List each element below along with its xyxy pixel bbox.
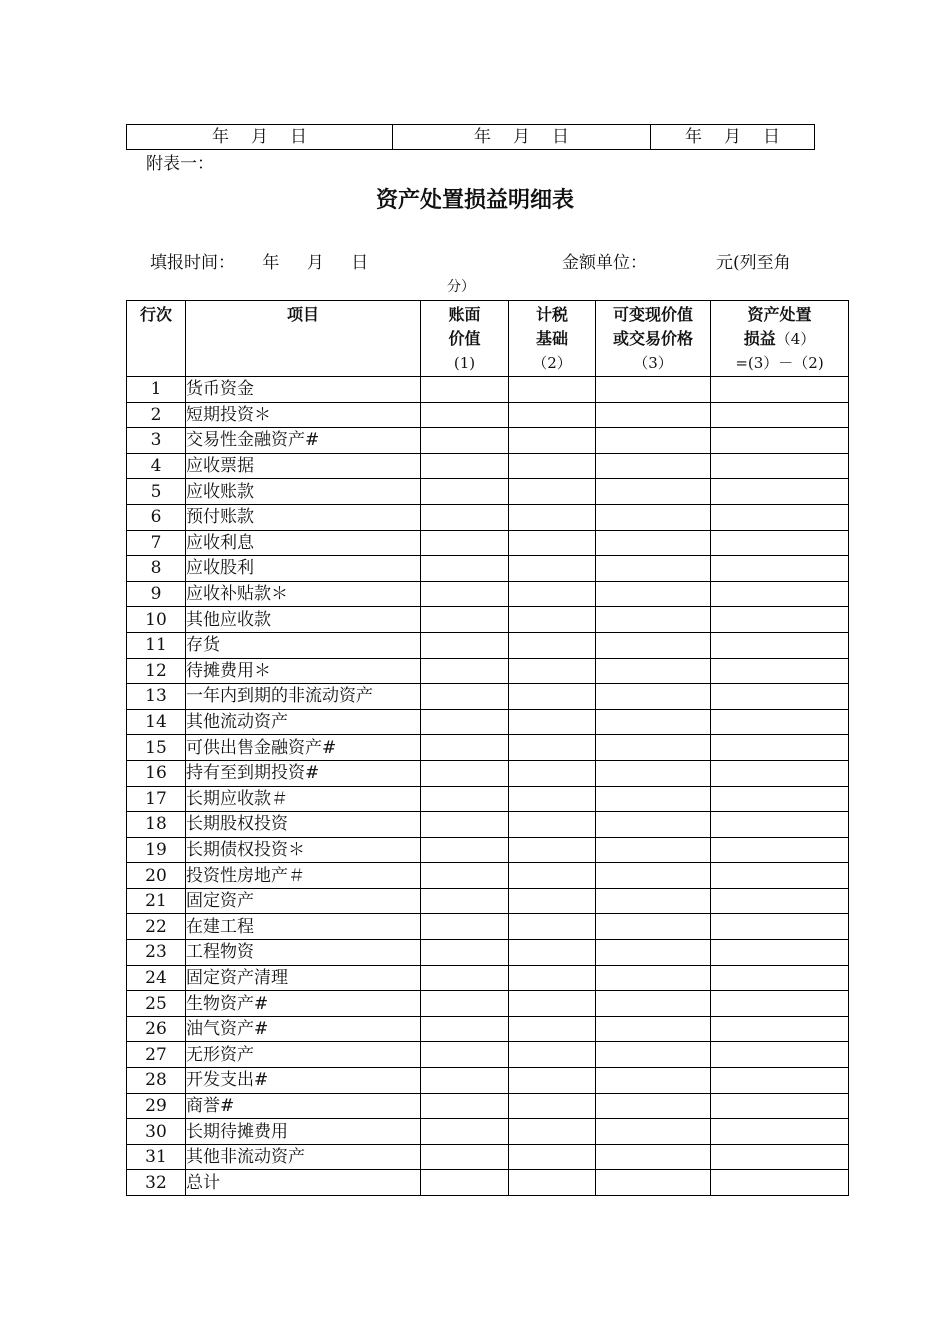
gain-loss-cell[interactable] bbox=[711, 760, 849, 786]
row-number: 13 bbox=[127, 684, 186, 710]
realizable-value-cell[interactable] bbox=[596, 453, 711, 479]
row-item: 长期应收款＃ bbox=[186, 786, 421, 812]
gain-loss-cell[interactable] bbox=[711, 1042, 849, 1068]
row-item: 应收票据 bbox=[186, 453, 421, 479]
row-item: 长期债权投资＊ bbox=[186, 837, 421, 863]
gain-loss-cell[interactable] bbox=[711, 965, 849, 991]
header-book-value: 账面 价值 (1) bbox=[421, 301, 509, 377]
gain-loss-cell[interactable] bbox=[711, 530, 849, 556]
tax-basis-cell[interactable] bbox=[509, 1093, 596, 1119]
row-item: 工程物资 bbox=[186, 940, 421, 966]
row-number: 11 bbox=[127, 632, 186, 658]
month-label: 月 bbox=[251, 127, 268, 147]
header-gain-loss: 资产处置 损益（4） =(3）－（2) bbox=[711, 301, 849, 377]
row-number: 21 bbox=[127, 888, 186, 914]
realizable-value-cell[interactable] bbox=[596, 760, 711, 786]
row-number: 10 bbox=[127, 607, 186, 633]
gain-loss-cell[interactable] bbox=[711, 402, 849, 428]
row-number: 5 bbox=[127, 479, 186, 505]
row-number: 31 bbox=[127, 1144, 186, 1170]
table-row bbox=[127, 1170, 849, 1196]
gain-loss-cell[interactable] bbox=[711, 684, 849, 710]
gain-loss-cell[interactable] bbox=[711, 377, 849, 403]
table-row bbox=[127, 453, 849, 479]
book-value-cell[interactable] bbox=[421, 607, 509, 633]
row-item: 长期待摊费用 bbox=[186, 1119, 421, 1145]
gain-loss-cell[interactable] bbox=[711, 453, 849, 479]
realizable-value-cell[interactable] bbox=[596, 1144, 711, 1170]
tax-basis-cell[interactable] bbox=[509, 1016, 596, 1042]
row-item: 应收股利 bbox=[186, 556, 421, 582]
realizable-value-cell[interactable] bbox=[596, 965, 711, 991]
table-row bbox=[127, 632, 849, 658]
day-label: 日 bbox=[552, 127, 569, 147]
realizable-value-cell[interactable] bbox=[596, 607, 711, 633]
realizable-value-cell[interactable] bbox=[596, 709, 711, 735]
book-value-cell[interactable] bbox=[421, 914, 509, 940]
book-value-cell[interactable] bbox=[421, 684, 509, 710]
row-item: 持有至到期投资# bbox=[186, 760, 421, 786]
realizable-value-cell[interactable] bbox=[596, 1068, 711, 1094]
book-value-cell[interactable] bbox=[421, 556, 509, 582]
book-value-cell[interactable] bbox=[421, 1093, 509, 1119]
gain-loss-cell[interactable] bbox=[711, 607, 849, 633]
table-row bbox=[127, 581, 849, 607]
year-label: 年 bbox=[212, 127, 229, 147]
table-row bbox=[127, 991, 849, 1017]
row-number: 27 bbox=[127, 1042, 186, 1068]
tax-basis-cell[interactable] bbox=[509, 607, 596, 633]
row-item: 商誉# bbox=[186, 1093, 421, 1119]
book-value-cell[interactable] bbox=[421, 1170, 509, 1196]
gain-loss-cell[interactable] bbox=[711, 632, 849, 658]
row-number: 8 bbox=[127, 556, 186, 582]
realizable-value-cell[interactable] bbox=[596, 1016, 711, 1042]
row-number: 20 bbox=[127, 863, 186, 889]
tax-basis-cell[interactable] bbox=[509, 1144, 596, 1170]
year-label: 年 bbox=[474, 127, 491, 147]
realizable-value-cell[interactable] bbox=[596, 428, 711, 454]
row-item: 一年内到期的非流动资产 bbox=[186, 684, 421, 710]
row-number: 17 bbox=[127, 786, 186, 812]
row-number: 4 bbox=[127, 453, 186, 479]
book-value-cell[interactable] bbox=[421, 530, 509, 556]
realizable-value-cell[interactable] bbox=[596, 863, 711, 889]
row-item: 油气资产# bbox=[186, 1016, 421, 1042]
table-row bbox=[127, 684, 849, 710]
tax-basis-cell[interactable] bbox=[509, 428, 596, 454]
tax-basis-cell[interactable] bbox=[509, 377, 596, 403]
tax-basis-cell[interactable] bbox=[509, 581, 596, 607]
realizable-value-cell[interactable] bbox=[596, 1170, 711, 1196]
amount-unit-wrap: 分） bbox=[447, 279, 475, 295]
realizable-value-cell[interactable] bbox=[596, 1093, 711, 1119]
book-value-cell[interactable] bbox=[421, 504, 509, 530]
table-row bbox=[127, 428, 849, 454]
realizable-value-cell[interactable] bbox=[596, 684, 711, 710]
table-row bbox=[127, 786, 849, 812]
gain-loss-cell[interactable] bbox=[711, 658, 849, 684]
day-label: 日 bbox=[290, 127, 307, 147]
book-value-cell[interactable] bbox=[421, 1144, 509, 1170]
book-value-cell[interactable] bbox=[421, 1042, 509, 1068]
row-item: 固定资产 bbox=[186, 888, 421, 914]
row-item: 交易性金融资产# bbox=[186, 428, 421, 454]
document-title: 资产处置损益明细表 bbox=[375, 188, 574, 213]
table-row bbox=[127, 863, 849, 889]
date-cell-3 bbox=[650, 125, 814, 149]
table-header-row bbox=[127, 301, 849, 377]
tax-basis-cell[interactable] bbox=[509, 632, 596, 658]
gain-loss-cell[interactable] bbox=[711, 428, 849, 454]
amount-unit-label: 金额单位： bbox=[562, 253, 647, 273]
book-value-cell[interactable] bbox=[421, 428, 509, 454]
row-number: 16 bbox=[127, 760, 186, 786]
table-row bbox=[127, 1042, 849, 1068]
table-row bbox=[127, 402, 849, 428]
book-value-cell[interactable] bbox=[421, 786, 509, 812]
realizable-value-cell[interactable] bbox=[596, 581, 711, 607]
tax-basis-cell[interactable] bbox=[509, 453, 596, 479]
row-item: 存货 bbox=[186, 632, 421, 658]
date-cell-2 bbox=[392, 125, 650, 149]
gain-loss-cell[interactable] bbox=[711, 581, 849, 607]
row-item: 应收补贴款＊ bbox=[186, 581, 421, 607]
table-row bbox=[127, 556, 849, 582]
gain-loss-cell[interactable] bbox=[711, 786, 849, 812]
tax-basis-cell[interactable] bbox=[509, 556, 596, 582]
row-item: 预付账款 bbox=[186, 504, 421, 530]
realizable-value-cell[interactable] bbox=[596, 1042, 711, 1068]
date-cell-1 bbox=[127, 125, 392, 149]
tax-basis-cell[interactable] bbox=[509, 402, 596, 428]
table-row bbox=[127, 812, 849, 838]
table-row bbox=[127, 530, 849, 556]
realizable-value-cell[interactable] bbox=[596, 530, 711, 556]
realizable-value-cell[interactable] bbox=[596, 479, 711, 505]
row-number: 14 bbox=[127, 709, 186, 735]
tax-basis-cell[interactable] bbox=[509, 735, 596, 761]
row-item: 其他流动资产 bbox=[186, 709, 421, 735]
row-number: 2 bbox=[127, 402, 186, 428]
row-item: 开发支出# bbox=[186, 1068, 421, 1094]
row-number: 7 bbox=[127, 530, 186, 556]
table-row bbox=[127, 965, 849, 991]
row-item: 应收利息 bbox=[186, 530, 421, 556]
gain-loss-cell[interactable] bbox=[711, 1119, 849, 1145]
realizable-value-cell[interactable] bbox=[596, 632, 711, 658]
tax-basis-cell[interactable] bbox=[509, 1170, 596, 1196]
gain-loss-cell[interactable] bbox=[711, 1016, 849, 1042]
row-number: 9 bbox=[127, 581, 186, 607]
row-item: 固定资产清理 bbox=[186, 965, 421, 991]
realizable-value-cell[interactable] bbox=[596, 914, 711, 940]
row-item: 长期股权投资 bbox=[186, 812, 421, 838]
row-item: 生物资产# bbox=[186, 991, 421, 1017]
tax-basis-cell[interactable] bbox=[509, 709, 596, 735]
book-value-cell[interactable] bbox=[421, 888, 509, 914]
row-number: 32 bbox=[127, 1170, 186, 1196]
row-number: 19 bbox=[127, 837, 186, 863]
row-number: 15 bbox=[127, 735, 186, 761]
realizable-value-cell[interactable] bbox=[596, 888, 711, 914]
realizable-value-cell[interactable] bbox=[596, 786, 711, 812]
fill-year: 年 bbox=[262, 253, 280, 273]
book-value-cell[interactable] bbox=[421, 1068, 509, 1094]
fill-month: 月 bbox=[306, 253, 324, 273]
book-value-cell[interactable] bbox=[421, 658, 509, 684]
book-value-cell[interactable] bbox=[421, 837, 509, 863]
row-number: 29 bbox=[127, 1093, 186, 1119]
row-number: 26 bbox=[127, 1016, 186, 1042]
fill-day: 日 bbox=[351, 253, 369, 273]
row-item: 投资性房地产＃ bbox=[186, 863, 421, 889]
amount-unit-value: 元(列至角 bbox=[716, 253, 791, 273]
tax-basis-cell[interactable] bbox=[509, 786, 596, 812]
realizable-value-cell[interactable] bbox=[596, 735, 711, 761]
table-row bbox=[127, 1093, 849, 1119]
header-item: 项目 bbox=[186, 301, 421, 377]
row-number: 23 bbox=[127, 940, 186, 966]
gain-loss-cell[interactable] bbox=[711, 1068, 849, 1094]
gain-loss-cell[interactable] bbox=[711, 888, 849, 914]
tax-basis-cell[interactable] bbox=[509, 1119, 596, 1145]
book-value-cell[interactable] bbox=[421, 1119, 509, 1145]
table-row bbox=[127, 1068, 849, 1094]
row-item: 在建工程 bbox=[186, 914, 421, 940]
row-item: 无形资产 bbox=[186, 1042, 421, 1068]
book-value-cell[interactable] bbox=[421, 735, 509, 761]
realizable-value-cell[interactable] bbox=[596, 556, 711, 582]
table-row bbox=[127, 914, 849, 940]
table-row bbox=[127, 479, 849, 505]
book-value-cell[interactable] bbox=[421, 760, 509, 786]
row-number: 28 bbox=[127, 1068, 186, 1094]
realizable-value-cell[interactable] bbox=[596, 658, 711, 684]
tax-basis-cell[interactable] bbox=[509, 888, 596, 914]
tax-basis-cell[interactable] bbox=[509, 940, 596, 966]
table-row bbox=[127, 735, 849, 761]
header-row-no: 行次 bbox=[127, 301, 186, 377]
table-row bbox=[127, 607, 849, 633]
gain-loss-cell[interactable] bbox=[711, 991, 849, 1017]
table-row bbox=[127, 888, 849, 914]
gain-loss-cell[interactable] bbox=[711, 504, 849, 530]
book-value-cell[interactable] bbox=[421, 709, 509, 735]
gain-loss-cell[interactable] bbox=[711, 556, 849, 582]
gain-loss-cell[interactable] bbox=[711, 914, 849, 940]
appendix-label: 附表一： bbox=[146, 154, 214, 174]
realizable-value-cell[interactable] bbox=[596, 504, 711, 530]
tax-basis-cell[interactable] bbox=[509, 965, 596, 991]
book-value-cell[interactable] bbox=[421, 812, 509, 838]
realizable-value-cell[interactable] bbox=[596, 991, 711, 1017]
table-row bbox=[127, 504, 849, 530]
row-number: 18 bbox=[127, 812, 186, 838]
book-value-cell[interactable] bbox=[421, 479, 509, 505]
table-row bbox=[127, 837, 849, 863]
book-value-cell[interactable] bbox=[421, 1016, 509, 1042]
fill-time-label: 填报时间： bbox=[150, 253, 235, 273]
row-number: 1 bbox=[127, 377, 186, 403]
table-row bbox=[127, 709, 849, 735]
row-number: 30 bbox=[127, 1119, 186, 1145]
header-tax-basis: 计税 基础 （2） bbox=[509, 301, 596, 377]
gain-loss-cell[interactable] bbox=[711, 863, 849, 889]
table-row bbox=[127, 760, 849, 786]
row-item: 其他非流动资产 bbox=[186, 1144, 421, 1170]
row-number: 24 bbox=[127, 965, 186, 991]
tax-basis-cell[interactable] bbox=[509, 760, 596, 786]
book-value-cell[interactable] bbox=[421, 453, 509, 479]
table-row bbox=[127, 1119, 849, 1145]
realizable-value-cell[interactable] bbox=[596, 940, 711, 966]
tax-basis-cell[interactable] bbox=[509, 914, 596, 940]
row-item: 短期投资＊ bbox=[186, 402, 421, 428]
table-row bbox=[127, 940, 849, 966]
tax-basis-cell[interactable] bbox=[509, 684, 596, 710]
book-value-cell[interactable] bbox=[421, 402, 509, 428]
realizable-value-cell[interactable] bbox=[596, 377, 711, 403]
tax-basis-cell[interactable] bbox=[509, 479, 596, 505]
tax-basis-cell[interactable] bbox=[509, 658, 596, 684]
tax-basis-cell[interactable] bbox=[509, 837, 596, 863]
table-row bbox=[127, 377, 849, 403]
asset-disposal-table bbox=[126, 300, 849, 1196]
row-item: 其他应收款 bbox=[186, 607, 421, 633]
table-row bbox=[127, 1016, 849, 1042]
realizable-value-cell[interactable] bbox=[596, 812, 711, 838]
top-date-strip bbox=[126, 124, 815, 150]
gain-loss-cell[interactable] bbox=[711, 940, 849, 966]
row-item: 应收账款 bbox=[186, 479, 421, 505]
book-value-cell[interactable] bbox=[421, 863, 509, 889]
row-number: 25 bbox=[127, 991, 186, 1017]
book-value-cell[interactable] bbox=[421, 581, 509, 607]
book-value-cell[interactable] bbox=[421, 991, 509, 1017]
row-item: 待摊费用＊ bbox=[186, 658, 421, 684]
tax-basis-cell[interactable] bbox=[509, 1042, 596, 1068]
tax-basis-cell[interactable] bbox=[509, 504, 596, 530]
realizable-value-cell[interactable] bbox=[596, 837, 711, 863]
row-item: 货币资金 bbox=[186, 377, 421, 403]
row-number: 12 bbox=[127, 658, 186, 684]
tax-basis-cell[interactable] bbox=[509, 812, 596, 838]
gain-loss-cell[interactable] bbox=[711, 1144, 849, 1170]
realizable-value-cell[interactable] bbox=[596, 402, 711, 428]
row-item: 可供出售金融资产# bbox=[186, 735, 421, 761]
book-value-cell[interactable] bbox=[421, 632, 509, 658]
book-value-cell[interactable] bbox=[421, 940, 509, 966]
day-label: 日 bbox=[763, 127, 780, 147]
gain-loss-cell[interactable] bbox=[711, 479, 849, 505]
row-number: 22 bbox=[127, 914, 186, 940]
tax-basis-cell[interactable] bbox=[509, 530, 596, 556]
book-value-cell[interactable] bbox=[421, 965, 509, 991]
book-value-cell[interactable] bbox=[421, 377, 509, 403]
table-row bbox=[127, 658, 849, 684]
month-label: 月 bbox=[513, 127, 530, 147]
tax-basis-cell[interactable] bbox=[509, 991, 596, 1017]
gain-loss-cell[interactable] bbox=[711, 1093, 849, 1119]
gain-loss-cell[interactable] bbox=[711, 812, 849, 838]
table-row bbox=[127, 1144, 849, 1170]
gain-loss-cell[interactable] bbox=[711, 709, 849, 735]
tax-basis-cell[interactable] bbox=[509, 1068, 596, 1094]
header-realizable-value: 可变现价值 或交易价格 （3） bbox=[596, 301, 711, 377]
row-number: 3 bbox=[127, 428, 186, 454]
row-item: 总计 bbox=[186, 1170, 421, 1196]
year-label: 年 bbox=[685, 127, 702, 147]
row-number: 6 bbox=[127, 504, 186, 530]
fill-time bbox=[150, 252, 368, 274]
month-label: 月 bbox=[724, 127, 741, 147]
gain-loss-cell[interactable] bbox=[711, 1170, 849, 1196]
tax-basis-cell[interactable] bbox=[509, 863, 596, 889]
gain-loss-cell[interactable] bbox=[711, 837, 849, 863]
realizable-value-cell[interactable] bbox=[596, 1119, 711, 1145]
gain-loss-cell[interactable] bbox=[711, 735, 849, 761]
